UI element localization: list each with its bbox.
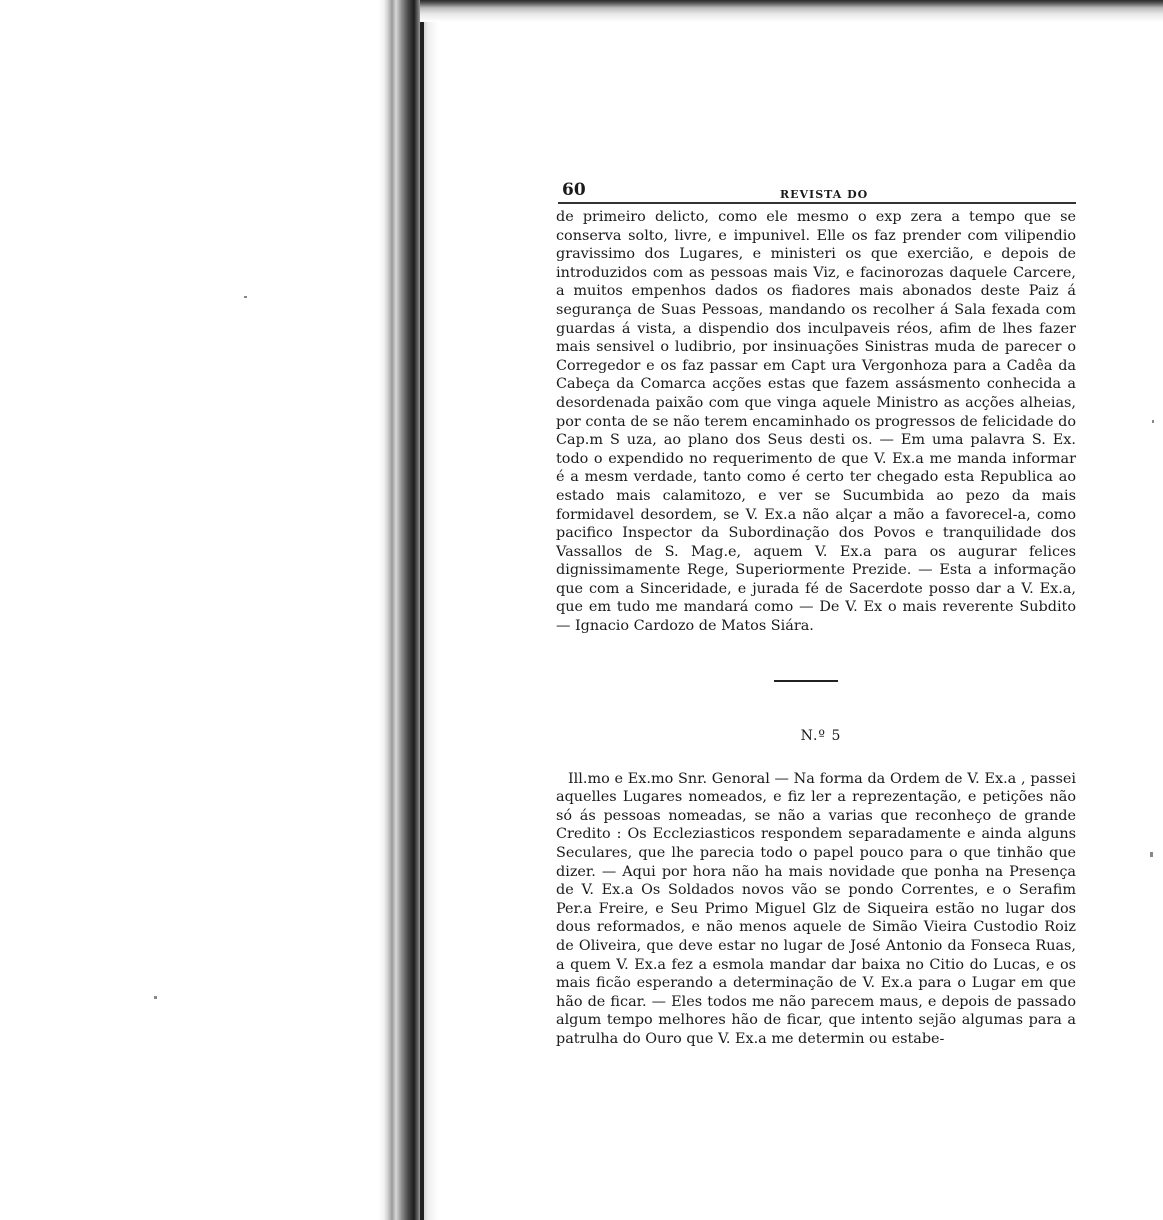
running-title: REVISTA DO [780,188,869,201]
scan-speck [154,996,157,999]
book-gutter [378,0,438,1220]
book-page [556,176,1076,1049]
header-rule [558,202,1076,204]
running-head [556,176,1076,202]
paragraph-2: Ill.mo e Ex.mo Snr. Genoral — Na forma da Ordem de V. Ex.a , passei aquelles Lugares nomeados, e fiz ler a reprezentação, e petições não só ás pessoas nomeadas, se não a varias que reconheço de grande Credito : Os Eccleziasticos respondem separadamente e ainda alguns Seculares, que lhe parecia todo o papel pouco para o que tinhão que dizer. — Aqui por hora não ha mais novidade que ponha na Presença de V. Ex.a Os Soldados novos vão se pondo Correntes, e o Serafim Per.a Freire, e Seu Primo Miguel Glz de Siqueira estão no lugar dos dous reformados, e não menos aquele de Simão Vieira Custodio Roiz de Oliveira, que deve estar no lugar de José Antonio da Fonseca Ruas, a quem V. Ex.a fez a esmola mandar dar baixa no Citio do Lucas, e os mais ficão esperando a determinação de V. Ex.a para o Lugar em que hão de ficar. — Eles todos me não parecem maus, e depois de passado algum tempo melhores hão de ficar, que intento sejão algumas para a patrulha do Ouro que V. Ex.a me determin ou estabe- [556,770,1076,1047]
paragraph-1: de primeiro delicto, como ele mesmo o exp zera a tempo que se conserva solto, livre, e impunivel. Elle os faz prender com vilipendio gravissimo dos Lugares, e ministeri os que exercião, e depois de introduzidos com as pessoas mais Viz, e facinorozas daquele Carcere, a muitos empenhos dados os fiadores mais abonados deste Paiz á segurança de Suas Pessoas, mandando os recolher á Sala fexada com guardas á vista, a dispendio dos inculpaveis réos, afim de lhes fazer mais sensivel o ludibrio, por insinuações Sinistras muda de parecer o Corregedor e os faz passar em Capt ura Vergonhoza para a Cadêa da Cabeça da Comarca acções estas que fazem assásmento conhecida a desordenada paixão com que vinga aquele Ministro as acções alheias, por conta de se não terem encaminhado os progressos de felicidade do Cap.m S uza, ao plano dos Seus desti os. — Em uma palavra S. Ex. todo o expendido no requerimento de que V. Ex.a me manda informar é a mesm verdade, tanto como é certo ter chegado esta Republica ao estado mais calamitozo, e ver se Sucumbida ao pezo da mais formidavel desordem, se V. Ex.a não alçar a mão a favorecel-a, como pacifico Inspector da Subordinação dos Povos e tranquilidade dos Vassallos de S. Mag.e, aquem V. Ex.a para os augurar felices dignissimamente Rege, Superiormente Prezide. — Esta a informação que com a Sinceridade, e jurada fé de Sacerdote posso dar a V. Ex.a, que em tudo me mandará como — De V. Ex o mais reverente Subdito — Ignacio Cardozo de Matos Siára. [556,209,1076,635]
page-top-edge [420,0,1163,22]
section-divider [774,680,838,682]
section-number: N.º 5 [800,727,842,744]
scan-speck [1150,852,1153,857]
page-number: 60 [562,180,586,200]
page-edge-line [420,0,424,1220]
scan-speck [244,296,247,298]
scan-speck [1152,420,1154,423]
